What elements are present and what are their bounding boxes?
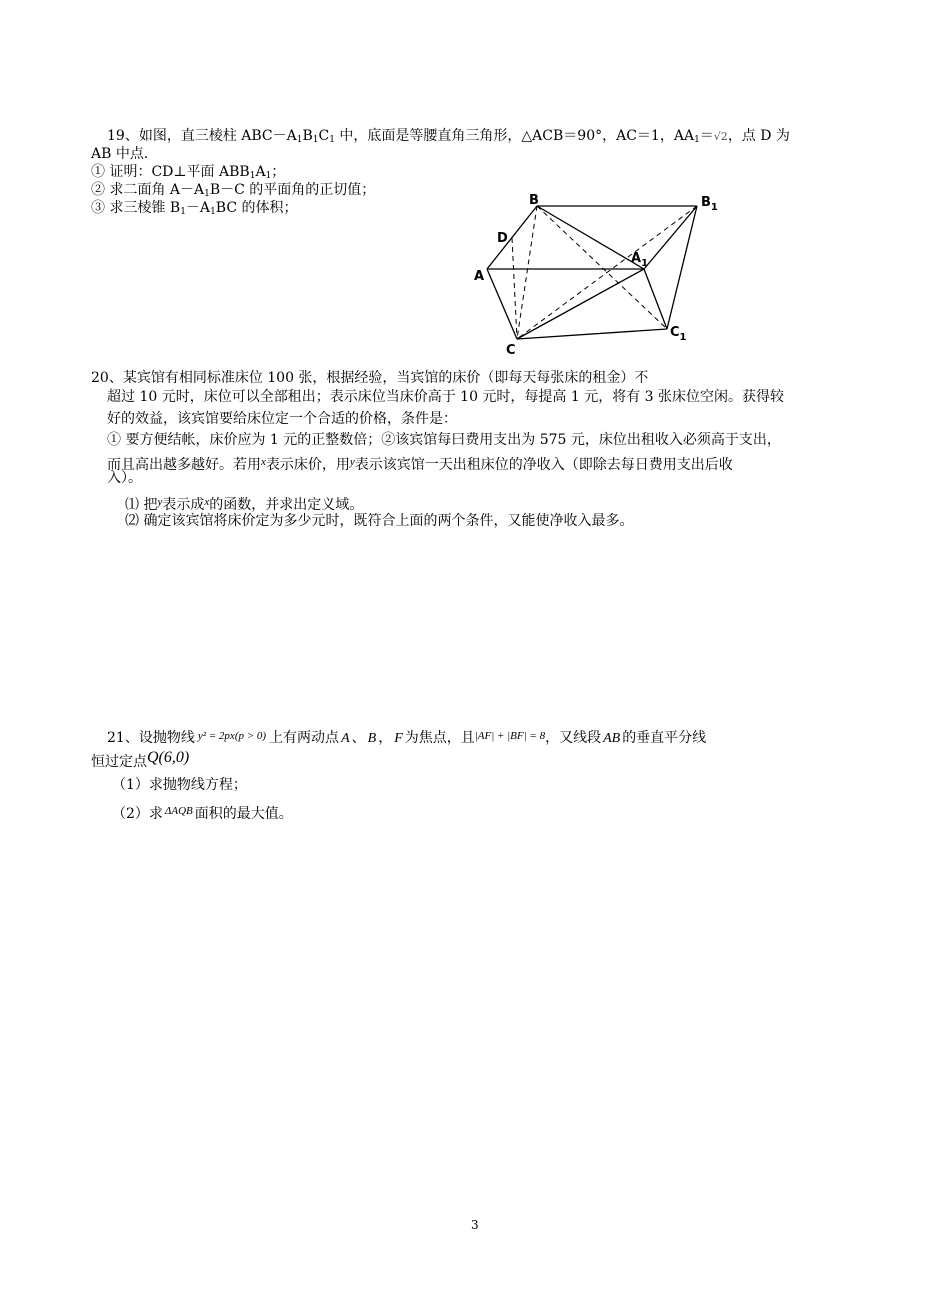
q20-line1: 20、某宾馆有相同标准床位 100 张，根据经验，当宾馆的床价（即每天每张床的租金）不 bbox=[91, 370, 649, 386]
edge-A1-C bbox=[517, 269, 644, 339]
sqrt2: √2 bbox=[713, 130, 728, 143]
q21-sub1: （1）求抛物线方程； bbox=[112, 777, 247, 793]
focal-sum-equation: |AF| + |BF| = 8 bbox=[474, 730, 546, 742]
q20-line5: 而且高出越多越好。若用$^x$表示床价，用$^y$表示该宾馆一天出租床位的净收入（即除去每日费用支出后收 bbox=[107, 456, 733, 473]
label-D: D bbox=[497, 231, 508, 246]
label-B: B bbox=[529, 193, 539, 208]
var-y: y bbox=[349, 456, 355, 468]
label-A1: $A_1$ bbox=[631, 251, 649, 269]
q19-line2: AB 中点. bbox=[91, 146, 149, 162]
q20-line4: ① 要方便结帐，床价应为 1 元的正整数倍；②该宾馆每曰费用支出为 575 元，床位出租收入必须高于支出， bbox=[107, 432, 781, 448]
triangle-AQB: ΔAQB bbox=[164, 805, 193, 817]
q20-line2: 超过 10 元时，床位可以全部租出；表示床位当床价高于 10 元时，每提高 1 元，将有 3 张床位空闲。获得较 bbox=[107, 389, 785, 405]
q20-sub1: ⑴ 把$^y$表示成$^x$的函数，并求出定义域。 bbox=[125, 496, 364, 513]
q19-line1: 19、如图，直三棱柱 $ABC-A_1B_1C_1$ 中，底面是等腰直角三角形，△ACB＝90°，AC＝1，$AA_1=√2$，点 D 为 bbox=[107, 128, 790, 145]
page-number: 3 bbox=[471, 1218, 479, 1232]
prism-figure bbox=[468, 190, 728, 360]
point-Q: Q(6,0) bbox=[147, 749, 190, 766]
q21-line1: 21、设抛物线 $^{y^2 = 2px(p > 0)}$ 上有两动点 A 、 B ， F 为焦点，且$^{|AF| + |BF| = 8}$，又线段 AB 的垂直平分线 bbox=[107, 730, 707, 746]
q20-line6: 入）。 bbox=[107, 470, 142, 486]
q21-sub2: （2）求 $^{\Delta AQB}$ 面积的最大值。 bbox=[112, 805, 293, 822]
label-B1: $B_1$ bbox=[701, 195, 718, 213]
edge-A-C bbox=[487, 269, 517, 339]
edge-C-C1 bbox=[517, 329, 667, 339]
edge-D-C-hidden bbox=[512, 238, 517, 339]
edge-A1-C1 bbox=[644, 269, 667, 329]
q20-line3: 好的效益，该宾馆要给床位定一个合适的价格，条件是： bbox=[107, 411, 457, 427]
edge-B-C-hidden bbox=[517, 206, 537, 339]
edge-A-B bbox=[487, 206, 537, 269]
q21-line2: 恒过定点Q(6,0) bbox=[91, 749, 190, 770]
q19-item3: ③ 求三棱锥 $B_1-A_1BC$ 的体积； bbox=[91, 200, 298, 217]
parabola-equation: y² = 2px(p > 0) bbox=[197, 730, 267, 742]
q19-item1: ① 证明：CD⊥平面 $ABB_1A_1$； bbox=[91, 164, 286, 181]
var-x: x bbox=[261, 456, 266, 468]
label-C: C bbox=[506, 343, 516, 358]
q19-item2: ② 求二面角 $A-A_1B-C$ 的平面角的正切值； bbox=[91, 182, 376, 199]
label-A: A bbox=[474, 269, 485, 284]
q20-sub2: ⑵ 确定该宾馆将床价定为多少元时，既符合上面的两个条件，又能使净收入最多。 bbox=[125, 513, 634, 529]
label-C1: $C_1$ bbox=[670, 325, 687, 343]
edge-B-A1 bbox=[537, 206, 644, 269]
